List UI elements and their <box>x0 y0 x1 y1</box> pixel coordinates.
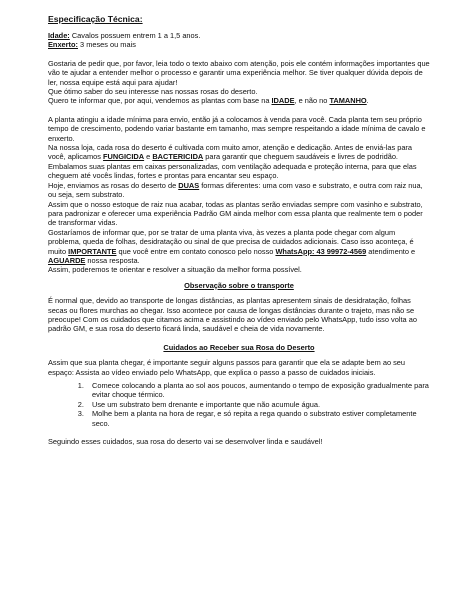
contact-text-a: Gostaríamos de informar que, por se tratar de uma planta viva, às vezes a planta pode chegar com algum problema, queda de folhas, desidratação ou sinal de que precisa de cuidados adicionais. Caso isso aconteça, é muito <box>48 227 414 256</box>
shipping-text-a: Hoje, enviamos as rosas do deserto de <box>48 180 179 190</box>
enxerto-label: Enxerto: <box>48 40 78 50</box>
care-treatment-paragraph <box>48 143 430 162</box>
tamanho-emphasis: TAMANHO <box>329 96 367 106</box>
care-heading: Cuidados ao Receber sua Rosa do Deserto <box>163 342 315 352</box>
packaging-paragraph: Embalamos suas plantas em caixas personalizadas, com ventilação adequada e proteção interna, para que elas cheguem até vocês lindas, fortes e prontas para encantar seu espaço. <box>48 161 417 181</box>
intro-interest: Que ótimo saber do seu interesse nas nossas rosas do deserto. <box>48 87 258 97</box>
care-steps-list <box>48 381 430 428</box>
idade-emphasis: IDADE <box>271 96 295 106</box>
intro-age-text-b: , e não no <box>294 96 330 106</box>
spec-enxerto <box>48 40 430 49</box>
idade-text: Cavalos possuem entrem 1 a 1,5 anos. <box>69 31 201 40</box>
orientation-paragraph: Assim, poderemos te orientar e resolver a situação da melhor forma possível. <box>48 265 302 275</box>
care-step: 1. Comece colocando a planta ao sol aos poucos, aumentando o tempo de exposição gradualmente para evitar choque térmico. <box>86 381 430 400</box>
document-title: Especificação Técnica: <box>48 14 143 24</box>
fungicida-emphasis: FUNGICIDA <box>103 152 145 162</box>
idade-label: Idade: <box>48 31 70 40</box>
treatment-text-and: e <box>144 152 153 162</box>
contact-text-d: nossa resposta. <box>85 255 140 265</box>
duas-emphasis: DUAS <box>178 180 200 190</box>
intro-age-text-c: . <box>366 96 369 106</box>
care-step: 2. Use um substrato bem drenante e importante que não acumule água. <box>86 400 430 409</box>
intro-paragraph: Gostaria de pedir que, por favor, leia todo o texto abaixo com atenção, pois ele contém informações importantes que vão te ajudar a entender melhor o processo e garantir uma experiência melhor. Se tiver qualquer dúvida depois de ler, nossa equipe está aqui para ajudar! <box>48 58 430 87</box>
document-body <box>48 14 430 446</box>
transport-heading: Observação sobre o transporte <box>184 280 294 290</box>
shipping-forms-paragraph <box>48 181 430 200</box>
care-step: 3. Molhe bem a planta na hora de regar, e só repita a rega quando o substrato estiver completamente seco. <box>86 409 430 428</box>
treatment-text-b: para garantir que cheguem saudáveis e livres de podridão. <box>203 152 398 162</box>
spec-idade <box>48 31 430 40</box>
aguarde-emphasis: AGUARDE <box>48 255 86 265</box>
shipping-text-b: formas diferentes: uma com vaso e substrato, e outra com raiz nua, ou seja, sem substrato. <box>48 180 423 200</box>
care-intro: Assim que sua planta chegar, é importante seguir alguns passos para garantir que ela se adapte bem ao seu espaço: Assista ao vídeo enviado pelo WhatsApp, que explica o passo a passo de cuidados iniciais. <box>48 358 406 377</box>
stock-paragraph: Assim que o nosso estoque de raiz nua acabar, todas as plantas serão enviadas sempre com vasinho e substrato, para padronizar e oferecer uma experiência Padrão GM ainda melhor com essa planta que realmente tem o poder de transformar vidas. <box>48 199 423 228</box>
age-paragraph: A planta atingiu a idade mínima para envio, então já a colocamos à venda para você. Cada planta tem seu próprio tempo de crescimento, podendo variar bastante em tamanho, mas sempre respeitando a idade mínima de cavalo e enxerto. <box>48 114 426 143</box>
transport-paragraph: É normal que, devido ao transporte de longas distâncias, as plantas apresentem sinais de desidratação, folhas secas ou flores murchas ao chegar. Isso acontece por causa de longas distâncias durante o trajeto, mas não se preocupe! Com os cuidados que citamos acima e assistindo ao vídeo enviado pelo WhatsApp, tudo isso volta ao padrão GM, e sua rosa do deserto ficará linda, saudável e cheia de vida novamente. <box>48 296 417 334</box>
enxerto-text: 3 meses ou mais <box>77 40 136 50</box>
importante-emphasis: IMPORTANTE <box>68 246 117 256</box>
contact-text-b: que você entre em contato conosco pelo nosso <box>116 246 276 256</box>
care-closing: Seguindo esses cuidados, sua rosa do deserto vai se desenvolver linda e saudável! <box>48 437 323 447</box>
intro-age-text-a: Quero te informar que, por aqui, vendemos as plantas com base na <box>48 96 272 106</box>
whatsapp-contact[interactable]: WhatsApp: 43 99972-4569 <box>275 246 367 256</box>
intro-age-note <box>48 96 430 105</box>
treatment-text-a: Na nossa loja, cada rosa do deserto é cultivada com muito amor, atenção e dedicação. Antes de enviá-las para você, aplicamos <box>48 143 412 162</box>
contact-paragraph <box>48 228 430 266</box>
contact-text-c: atendimento e <box>366 246 416 256</box>
bactericida-emphasis: BACTERICIDA <box>152 152 204 162</box>
